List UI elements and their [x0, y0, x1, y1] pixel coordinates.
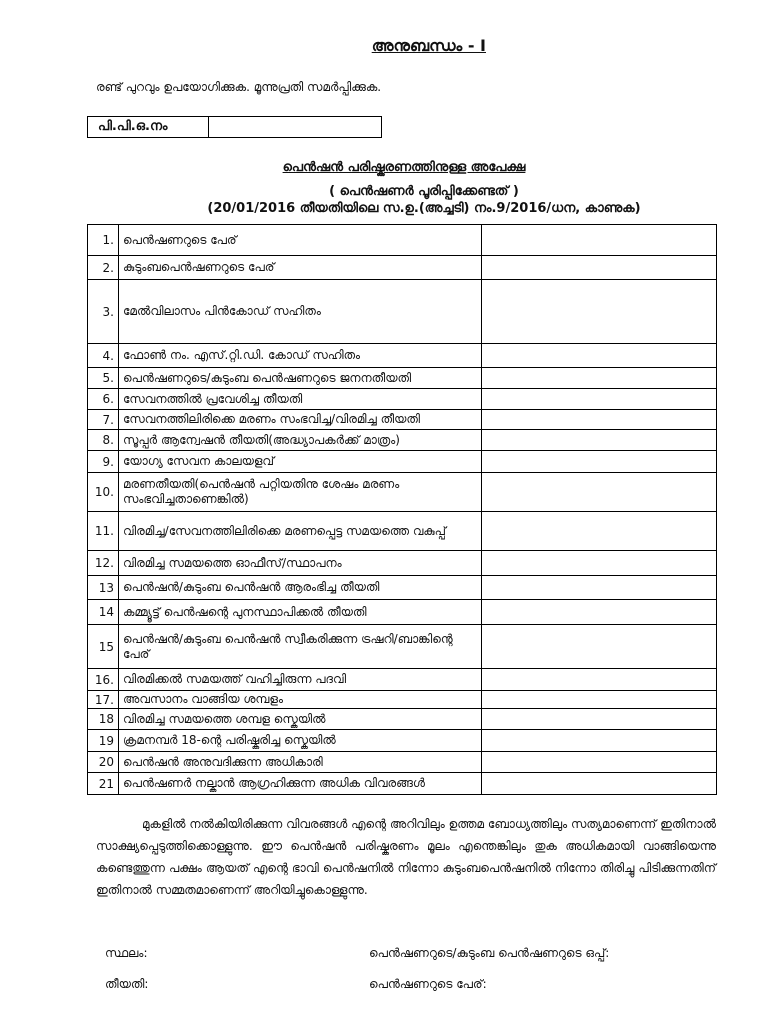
- row-value-field[interactable]: [482, 280, 717, 344]
- ppo-number-field[interactable]: [209, 117, 381, 137]
- row-number: 5.: [88, 368, 119, 389]
- row-number: 14: [88, 600, 119, 625]
- row-label: അവസാനം വാങ്ങിയ ശമ്പളം: [119, 691, 482, 709]
- table-row: [88, 473, 717, 512]
- row-number: 21: [88, 773, 119, 795]
- row-number: 2.: [88, 256, 119, 280]
- form-title-wrap: [0, 160, 768, 175]
- row-value-field[interactable]: [482, 344, 717, 368]
- row-number: 7.: [88, 410, 119, 430]
- table-row: [88, 280, 717, 344]
- signature-label: പെൻഷണറുടെ/കുടുംബ പെൻഷണറുടെ ഒപ്പ്:: [369, 946, 610, 960]
- row-label: സേവനത്തിലിരിക്കെ മരണം സംഭവിച്ച/വിരമിച്ച തീയതി: [119, 410, 482, 430]
- instruction-text: രണ്ട് പുറവും ഉപയോഗിക്കുക. മൂന്നുപ്രതി സമർപ്പിക്കുക.: [96, 80, 382, 94]
- row-number: 10.: [88, 473, 119, 512]
- row-label: പെൻഷണറുടെ പേര്: [119, 225, 482, 256]
- row-number: 19: [88, 730, 119, 752]
- row-number: 12.: [88, 551, 119, 576]
- row-number: 3.: [88, 280, 119, 344]
- row-number: 18: [88, 709, 119, 730]
- row-label: പെൻഷൻ/കുടുംബ പെൻഷൻ ആരംഭിച്ച തീയതി: [119, 576, 482, 600]
- row-label: മേൽവിലാസം പിൻകോഡ് സഹിതം: [119, 280, 482, 344]
- row-value-field[interactable]: [482, 669, 717, 691]
- row-value-field[interactable]: [482, 473, 717, 512]
- row-value-field[interactable]: [482, 551, 717, 576]
- row-value-field[interactable]: [482, 730, 717, 752]
- ppo-label: പി.പി.ഒ.നം: [88, 117, 209, 137]
- row-number: 11.: [88, 512, 119, 551]
- row-value-field[interactable]: [482, 752, 717, 773]
- row-value-field[interactable]: [482, 368, 717, 389]
- row-value-field[interactable]: [482, 430, 717, 451]
- place-label: സ്ഥലം:: [105, 946, 148, 960]
- table-row: [88, 389, 717, 410]
- table-row: [88, 773, 717, 795]
- row-value-field[interactable]: [482, 256, 717, 280]
- row-value-field[interactable]: [482, 451, 717, 473]
- table-row: [88, 430, 717, 451]
- row-label: സൂപ്പർ ആന്വേഷൻ തീയതി(അദ്ധ്യാപകർക്ക് മാത്രം): [119, 430, 482, 451]
- row-value-field[interactable]: [482, 389, 717, 410]
- form-subtitle: ( പെൻഷണർ പൂരിപ്പിക്കേണ്ടത് ): [329, 184, 519, 199]
- row-value-field[interactable]: [482, 773, 717, 795]
- row-label: പെൻഷണർ നല്കാൻ ആഗ്രഹിക്കുന്ന അധിക വിവരങ്ങൾ: [119, 773, 482, 795]
- row-label: പെൻഷൻ അനുവദിക്കുന്ന അധികാരി: [119, 752, 482, 773]
- table-row: [88, 225, 717, 256]
- row-label: വിരമിച്ച സമയത്തെ ശമ്പള സ്കെയിൽ: [119, 709, 482, 730]
- row-value-field[interactable]: [482, 625, 717, 669]
- row-label: പെൻഷൻ/കുടുംബ പെൻഷൻ സ്വീകരിക്കുന്ന ട്രഷറി/ബാങ്കിന്റെ പേര്: [119, 625, 482, 669]
- table-row: [88, 600, 717, 625]
- table-row: [88, 410, 717, 430]
- row-label: കമ്മ്യൂട്ട് പെൻഷന്റെ പുനസ്ഥാപിക്കൽ തീയതി: [119, 600, 482, 625]
- table-row: [88, 691, 717, 709]
- row-label: വിരമിച്ച/സേവനത്തിലിരിക്കെ മരണപ്പെട്ട സമയത്തെ വകുപ്പ്: [119, 512, 482, 551]
- order-reference: (20/01/2016 തീയതിയിലെ സ.ഉ.(അച്ചടി) നം.9/2016/ധന, കാണുക): [207, 201, 641, 216]
- annex-title-wrap: [0, 36, 768, 56]
- row-label: മരണതീയതി(പെൻഷൻ പറ്റിയതിനു ശേഷം മരണം സംഭവിച്ചതാണെങ്കിൽ): [119, 473, 482, 512]
- row-number: 8.: [88, 430, 119, 451]
- table-row: [88, 551, 717, 576]
- row-number: 15: [88, 625, 119, 669]
- date-label: തീയതി:: [105, 977, 149, 991]
- table-row: [88, 344, 717, 368]
- table-row: [88, 709, 717, 730]
- row-label: സേവനത്തിൽ പ്രവേശിച്ച തീയതി: [119, 389, 482, 410]
- table-row: [88, 752, 717, 773]
- row-label: ക്രമനമ്പർ 18-ന്റെ പരിഷ്കരിച്ച സ്കെയിൽ: [119, 730, 482, 752]
- table-row: [88, 625, 717, 669]
- table-row: [88, 669, 717, 691]
- row-number: 4.: [88, 344, 119, 368]
- application-table: [87, 224, 717, 795]
- row-value-field[interactable]: [482, 512, 717, 551]
- row-value-field[interactable]: [482, 225, 717, 256]
- ppo-number-box: [87, 116, 382, 138]
- row-value-field[interactable]: [482, 576, 717, 600]
- row-label: വിരമിക്കൽ സമയത്ത് വഹിച്ചിരുന്ന പദവി: [119, 669, 482, 691]
- row-value-field[interactable]: [482, 709, 717, 730]
- row-number: 6.: [88, 389, 119, 410]
- row-number: 17.: [88, 691, 119, 709]
- form-title: പെൻഷൻ പരിഷ്കരണത്തിനുള്ള അപേക്ഷ: [282, 160, 526, 175]
- table-row: [88, 730, 717, 752]
- row-value-field[interactable]: [482, 410, 717, 430]
- table-row: [88, 256, 717, 280]
- table-row: [88, 512, 717, 551]
- declaration-text: മുകളിൽ നൽകിയിരിക്കുന്ന വിവരങ്ങൾ എന്റെ അറിവിലും ഉത്തമ ബോധ്യത്തിലും സത്യമാണെന്ന് ഇതിനാൽ സാക്ഷ്യപ്പെടുത്തിക്കൊള്ളുന്നു. ഈ പെൻഷൻ പരിഷ്കരണം മൂലം എന്തെങ്കിലും തുക അധികമായി വാങ്ങിയെന്നു കണ്ടെത്തുന്ന പക്ഷം ആയത് എന്റെ ഭാവി പെൻഷനിൽ നിന്നോ കുടുംബപെൻഷനിൽ നിന്നോ തിരിച്ചു പിടിക്കുന്നതിന് ഇതിനാൽ സമ്മതമാണെന്ന് അറിയിച്ചുകൊള്ളുന്നു.: [96, 817, 716, 897]
- table-row: [88, 451, 717, 473]
- row-label: വിരമിച്ച സമയത്തെ ഓഫീസ്/സ്ഥാപനം: [119, 551, 482, 576]
- row-label: യോഗ്യ സേവന കാലയളവ്: [119, 451, 482, 473]
- row-number: 16.: [88, 669, 119, 691]
- row-number: 1.: [88, 225, 119, 256]
- pensioner-name-label: പെൻഷണറുടെ പേര്:: [369, 977, 487, 991]
- row-value-field[interactable]: [482, 691, 717, 709]
- table-row: [88, 576, 717, 600]
- row-label: കുടുംബപെൻഷണറുടെ പേര്: [119, 256, 482, 280]
- table-row: [88, 368, 717, 389]
- annex-title: അനുബന്ധം - I: [371, 36, 486, 55]
- row-number: 20: [88, 752, 119, 773]
- row-value-field[interactable]: [482, 600, 717, 625]
- row-label: പെൻഷണറുടെ/കുടുംബ പെൻഷണറുടെ ജനനതീയതി: [119, 368, 482, 389]
- row-number: 9.: [88, 451, 119, 473]
- row-number: 13: [88, 576, 119, 600]
- row-label: ഫോൺ നം. എസ്.റ്റി.ഡി. കോഡ് സഹിതം: [119, 344, 482, 368]
